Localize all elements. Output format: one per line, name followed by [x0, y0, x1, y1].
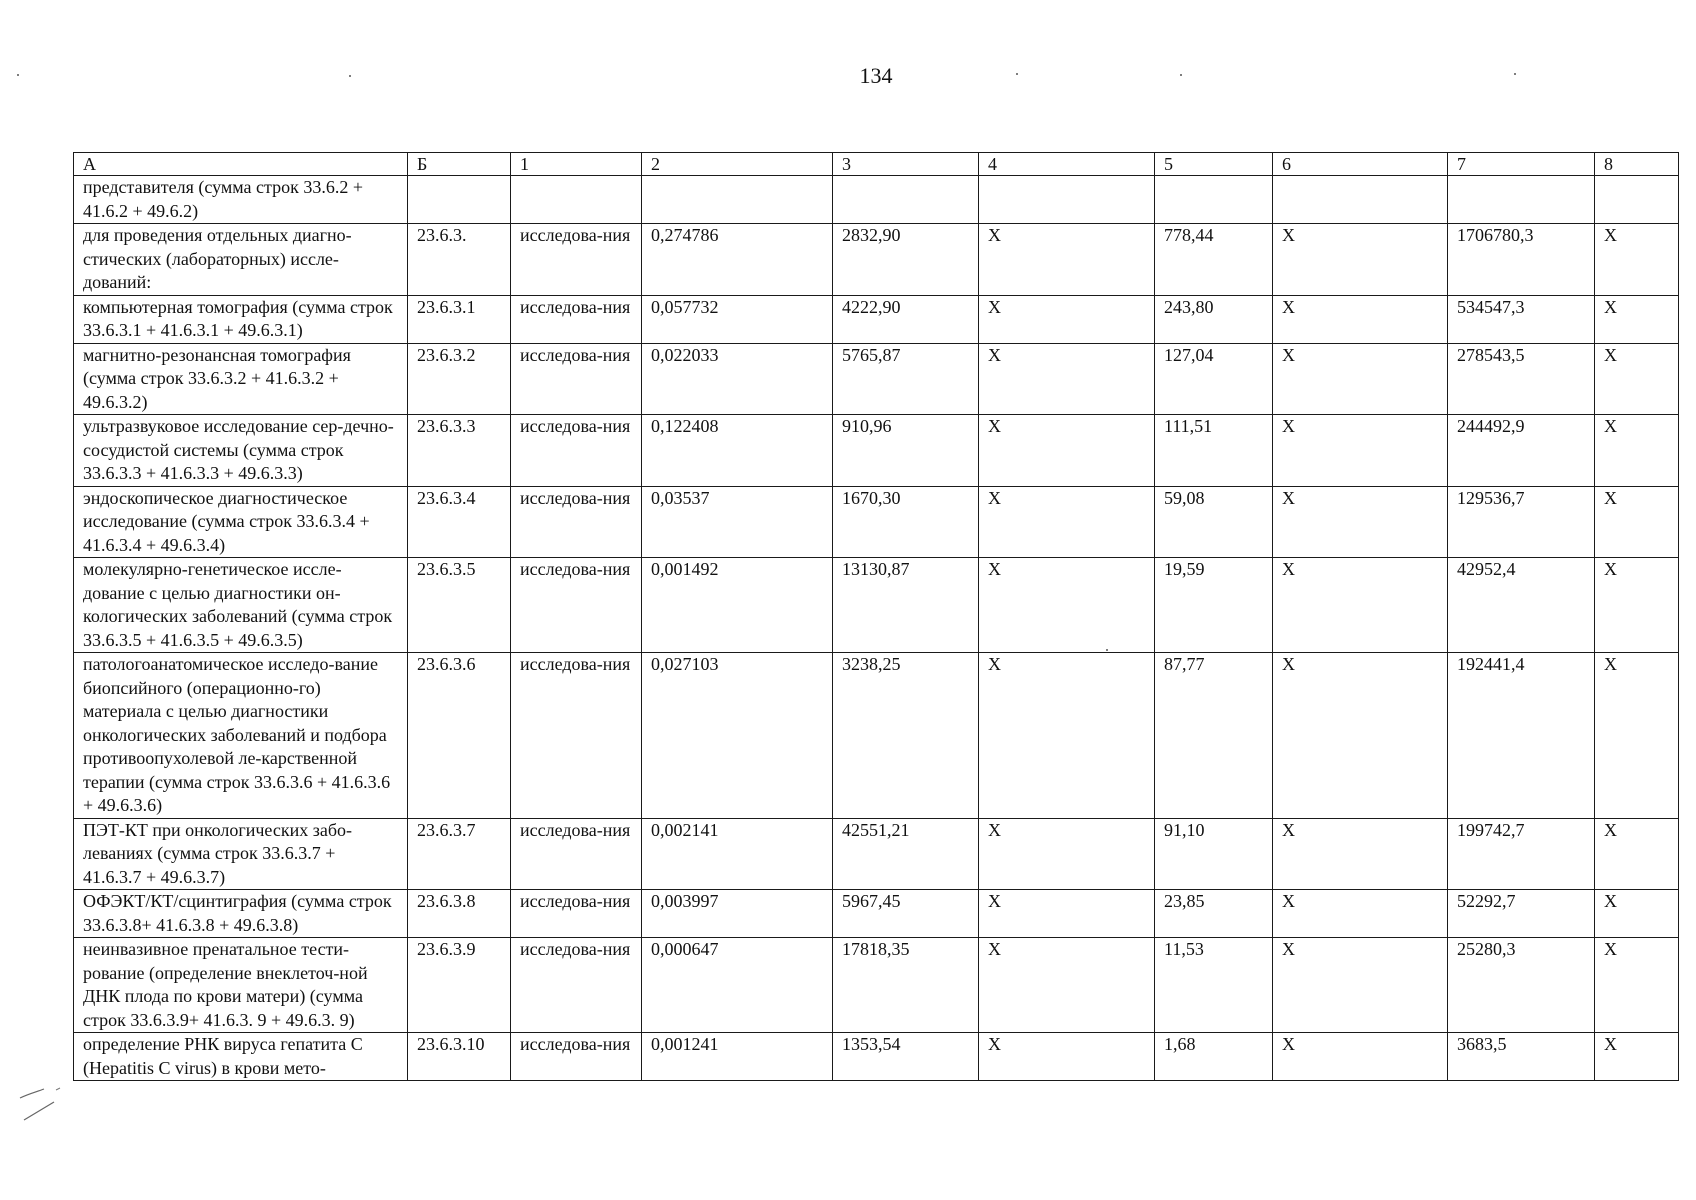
table-row [74, 486, 1679, 558]
table-cell: X [1595, 653, 1679, 819]
row-label-cell: для проведения отдельных диагно-стических (лабораторных) иссле-дований: [74, 224, 408, 296]
table-cell [979, 176, 1155, 224]
table-cell: X [1273, 818, 1448, 890]
table-row [74, 295, 1679, 343]
table-cell: X [1273, 890, 1448, 938]
page-number: 134 [859, 63, 893, 88]
table-cell: исследова-ния [511, 415, 642, 487]
table-cell: 11,53 [1155, 938, 1273, 1033]
table-cell: 192441,4 [1448, 653, 1595, 819]
scan-speck [349, 75, 351, 77]
table-cell: 199742,7 [1448, 818, 1595, 890]
table-cell: X [1273, 653, 1448, 819]
table-cell: X [1273, 295, 1448, 343]
table-cell: X [1595, 224, 1679, 296]
table-cell: X [1595, 343, 1679, 415]
table-cell: 0,057732 [642, 295, 833, 343]
table-cell: X [1273, 1033, 1448, 1081]
table-cell: 2832,90 [833, 224, 979, 296]
table-cell: X [979, 1033, 1155, 1081]
row-label-cell: неинвазивное пренатальное тести-рование (определение внеклеточ-ной ДНК плода по крови матери) (сумма строк 33.6.3.9+ 41.6.3. 9 + 49.6.3. 9) [74, 938, 408, 1033]
column-header: А [74, 153, 408, 176]
table-cell: 0,000647 [642, 938, 833, 1033]
data-table [73, 152, 1679, 1081]
row-label-cell: патологоанатомическое исследо-вание биопсийного (операционно-го) материала с целью диагностики онкологических заболеваний и подбора противоопухолевой ле-карственной терапии (сумма строк 33.6.3.6 + 41.6.3.6 + 49.6.3.6) [74, 653, 408, 819]
table-cell: 778,44 [1155, 224, 1273, 296]
table-cell: X [1595, 486, 1679, 558]
table-cell: X [979, 558, 1155, 653]
table-cell: 23.6.3.10 [408, 1033, 511, 1081]
table-cell: 0,022033 [642, 343, 833, 415]
column-header: 3 [833, 153, 979, 176]
table-cell: 0,002141 [642, 818, 833, 890]
table-row [74, 176, 1679, 224]
table-cell: X [979, 890, 1155, 938]
table-cell: 1,68 [1155, 1033, 1273, 1081]
table-cell: 59,08 [1155, 486, 1273, 558]
table-cell: 278543,5 [1448, 343, 1595, 415]
table-cell: 23.6.3.5 [408, 558, 511, 653]
table-cell: 42551,21 [833, 818, 979, 890]
table-cell: 0,03537 [642, 486, 833, 558]
table-cell: исследова-ния [511, 653, 642, 819]
table-cell: исследова-ния [511, 938, 642, 1033]
table-cell: 4222,90 [833, 295, 979, 343]
table-cell: 910,96 [833, 415, 979, 487]
table-row [74, 653, 1679, 819]
table-row [74, 224, 1679, 296]
row-label-cell: определение РНК вируса гепатита C (Hepatitis C virus) в крови мето- [74, 1033, 408, 1081]
scan-speck [1180, 74, 1182, 76]
column-header: 6 [1273, 153, 1448, 176]
table-cell: X [979, 653, 1155, 819]
table-row [74, 558, 1679, 653]
table-cell: 243,80 [1155, 295, 1273, 343]
column-header: Б [408, 153, 511, 176]
table-cell: 0,122408 [642, 415, 833, 487]
table-cell: 25280,3 [1448, 938, 1595, 1033]
table-cell: исследова-ния [511, 818, 642, 890]
row-label-cell: магнитно-резонансная томография (сумма строк 33.6.3.2 + 41.6.3.2 + 49.6.3.2) [74, 343, 408, 415]
table-cell: 23.6.3.7 [408, 818, 511, 890]
table-cell: 3683,5 [1448, 1033, 1595, 1081]
table-row [74, 1033, 1679, 1081]
table-row [74, 818, 1679, 890]
table-row [74, 938, 1679, 1033]
table-cell: X [979, 224, 1155, 296]
table-cell: X [1595, 1033, 1679, 1081]
table-cell: 87,77 [1155, 653, 1273, 819]
table-cell: 91,10 [1155, 818, 1273, 890]
table-cell: исследова-ния [511, 486, 642, 558]
table-cell: X [1273, 415, 1448, 487]
table-cell: 23,85 [1155, 890, 1273, 938]
table-cell: 1353,54 [833, 1033, 979, 1081]
table-cell: исследова-ния [511, 890, 642, 938]
table-cell [833, 176, 979, 224]
column-header: 8 [1595, 153, 1679, 176]
row-label-cell: представителя (сумма строк 33.6.2 + 41.6.2 + 49.6.2) [74, 176, 408, 224]
table-cell: 0,001492 [642, 558, 833, 653]
table-cell: X [979, 818, 1155, 890]
table-cell: 19,59 [1155, 558, 1273, 653]
table-cell: исследова-ния [511, 224, 642, 296]
table-cell: 1670,30 [833, 486, 979, 558]
table-cell: 534547,3 [1448, 295, 1595, 343]
table-cell [511, 176, 642, 224]
table-row [74, 343, 1679, 415]
table-cell: 13130,87 [833, 558, 979, 653]
row-label-cell: молекулярно-генетическое иссле-дование с целью диагностики он-кологических заболеваний (сумма строк 33.6.3.5 + 41.6.3.5 + 49.6.3.5) [74, 558, 408, 653]
scan-pen-marks [16, 1080, 68, 1132]
table-cell: 3238,25 [833, 653, 979, 819]
table-cell: 127,04 [1155, 343, 1273, 415]
table-cell: 23.6.3.1 [408, 295, 511, 343]
table-cell: 1706780,3 [1448, 224, 1595, 296]
table-cell: 0,027103 [642, 653, 833, 819]
column-header: 5 [1155, 153, 1273, 176]
scan-speck [1514, 73, 1516, 75]
table-cell: X [1273, 343, 1448, 415]
table-cell: X [1595, 818, 1679, 890]
table-cell: X [1595, 558, 1679, 653]
table-header-row [74, 153, 1679, 176]
table-cell: 0,003997 [642, 890, 833, 938]
row-label-cell: ультразвуковое исследование сер-дечно-сосудистой системы (сумма строк 33.6.3.3 + 41.6.3.3 + 49.6.3.3) [74, 415, 408, 487]
table-cell: X [979, 343, 1155, 415]
table-row [74, 415, 1679, 487]
table-cell [408, 176, 511, 224]
row-label-cell: ПЭТ-КТ при онкологических забо-леваниях (сумма строк 33.6.3.7 + 41.6.3.7 + 49.6.3.7) [74, 818, 408, 890]
table-cell: 5765,87 [833, 343, 979, 415]
column-header: 1 [511, 153, 642, 176]
table-cell: исследова-ния [511, 295, 642, 343]
table-cell: 23.6.3. [408, 224, 511, 296]
table-cell [1448, 176, 1595, 224]
table-cell: X [1595, 938, 1679, 1033]
table-cell: 0,274786 [642, 224, 833, 296]
table-cell: 5967,45 [833, 890, 979, 938]
table-cell: 23.6.3.6 [408, 653, 511, 819]
table-row [74, 890, 1679, 938]
table-cell: исследова-ния [511, 1033, 642, 1081]
table-cell: 42952,4 [1448, 558, 1595, 653]
table-cell: 244492,9 [1448, 415, 1595, 487]
row-label-cell: компьютерная томография (сумма строк 33.6.3.1 + 41.6.3.1 + 49.6.3.1) [74, 295, 408, 343]
column-header: 2 [642, 153, 833, 176]
table-cell: X [1273, 486, 1448, 558]
table-cell: 17818,35 [833, 938, 979, 1033]
table-cell: X [1595, 295, 1679, 343]
table-cell: X [1595, 415, 1679, 487]
table-cell: 0,001241 [642, 1033, 833, 1081]
table-cell: X [1273, 938, 1448, 1033]
table-cell: X [979, 938, 1155, 1033]
table-cell: 23.6.3.3 [408, 415, 511, 487]
table-cell: X [979, 295, 1155, 343]
table-cell: 129536,7 [1448, 486, 1595, 558]
table-cell: X [1273, 224, 1448, 296]
table-cell: 23.6.3.8 [408, 890, 511, 938]
column-header: 4 [979, 153, 1155, 176]
table-cell [1595, 176, 1679, 224]
table-cell: X [1273, 558, 1448, 653]
scan-speck [17, 74, 19, 76]
table-cell: 23.6.3.9 [408, 938, 511, 1033]
table-cell [1273, 176, 1448, 224]
table-cell: исследова-ния [511, 343, 642, 415]
table-cell: исследова-ния [511, 558, 642, 653]
table-cell: X [979, 486, 1155, 558]
scan-speck [1016, 73, 1018, 75]
table-cell [642, 176, 833, 224]
table-cell: X [979, 415, 1155, 487]
table-cell: 111,51 [1155, 415, 1273, 487]
table-cell [1155, 176, 1273, 224]
table-cell: 23.6.3.2 [408, 343, 511, 415]
scan-speck [1106, 649, 1108, 651]
table-cell: X [1595, 890, 1679, 938]
table-cell: 23.6.3.4 [408, 486, 511, 558]
row-label-cell: эндоскопическое диагностическое исследование (сумма строк 33.6.3.4 + 41.6.3.4 + 49.6.3.4) [74, 486, 408, 558]
table-cell: 52292,7 [1448, 890, 1595, 938]
row-label-cell: ОФЭКТ/КТ/сцинтиграфия (сумма строк 33.6.3.8+ 41.6.3.8 + 49.6.3.8) [74, 890, 408, 938]
column-header: 7 [1448, 153, 1595, 176]
